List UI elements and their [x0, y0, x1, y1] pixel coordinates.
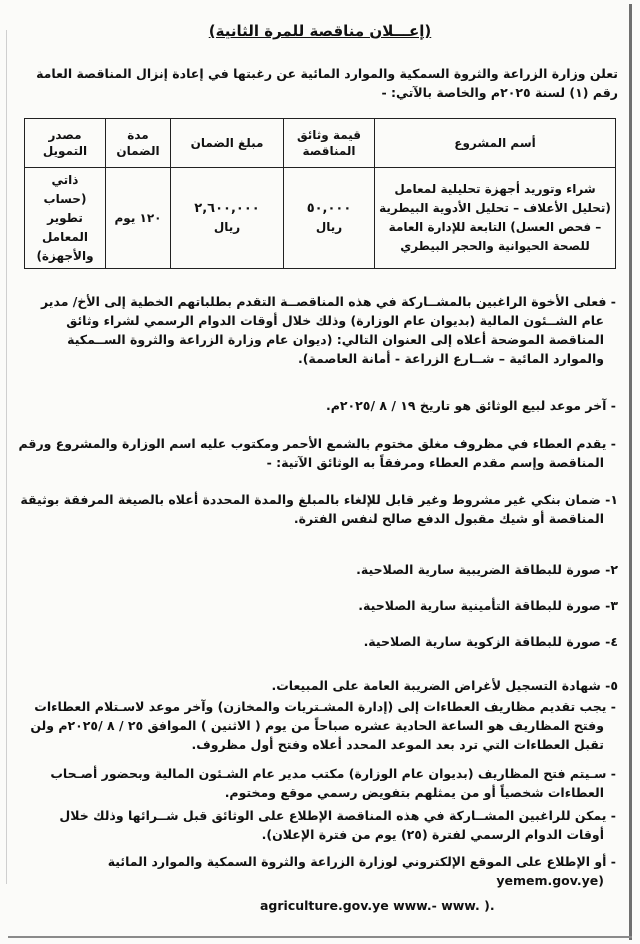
doc-value-unit: ريال [315, 220, 343, 234]
paragraph-document-review: - يمكن للراغبين المشــاركة في هذه المناقصة الإطلاع على الوثائق قبل شــرائها وذلك خلال أوقات الدوام الرسمي لفترة (٢٥) يوم من فترة الإعلان). [59, 808, 616, 842]
page-border-left [6, 30, 7, 884]
list-item-tax-card: ٢- صورة للبطاقة الضريبية سارية الصلاحية. [356, 562, 618, 577]
paragraph-envelope: - يقدم العطاء في مظروف مغلق مختوم بالشمع الأحمر ومكتوب عليه اسم الوزارة والمشروع ورقم المناقصة وإسم مقدم العطاء ومرفقاً به الوثائق الآتية: - [18, 436, 616, 470]
header-funding: مصدر التمويل [25, 119, 106, 168]
list-item-zakat-card: ٤- صورة للبطاقة الزكوية سارية الصلاحية. [363, 634, 618, 649]
intro-paragraph: تعلن وزارة الزراعة والثروة السمكية والموارد المائية عن رغبتها في إعادة إنزال المناقصة العامة رقم (١) لسنة ٢٠٢٥م والخاصة بالآتي: - [36, 66, 618, 100]
tender-table [24, 118, 616, 269]
cell-project: شراء وتوريد أجهزة تحليلية لمعامل (تحليل الأعلاف – تحليل الأدوية البيطرية – فحص العسل) التابعة للإدارة العامة للصحة الحيوانية والحجر البيطري [375, 168, 616, 269]
header-doc-value: قيمة وثائق المناقصة [284, 119, 375, 168]
website-urls: agriculture.gov.ye www.- www. ). [260, 898, 495, 913]
table-header-row [25, 119, 616, 168]
guarantee-amount: ٢,٦٠٠,٠٠٠ [194, 201, 260, 216]
cell-duration: ١٢٠ يوم [106, 168, 171, 269]
paragraph-bid-opening-deadline: - يجب تقديم مظاريف العطاءات إلى (إدارة المشـتريات والمخازن) وآخر موعد لاسـتلام العطاءات وفتح المظاريف هو الساعة الحادية عشره صباحاً من يوم ( الاثنين ) الموافق ٢٥ / ٨ /٢٠٢٥م ولن تقبل العطاءات التي ترد بعد الموعد المحدد أعلاه وفتح أول مظروف. [30, 699, 616, 752]
paragraph-deadline-docs: - آخر موعد لبيع الوثائق هو تاريخ ١٩ / ٨ /٢٠٢٥م. [325, 398, 616, 413]
paragraph-opening-attendance: - سـيتم فتح المظاريف (بديوان عام الوزارة) مكتب مدير عام الشـئون المالية وبحضور أصـحاب العطاءات شخصياً أو من يمثلهم بتفويض رسمي موقع ومختوم. [50, 766, 616, 800]
cell-guarantee [171, 168, 284, 269]
list-item-sales-tax-cert: ٥- شهادة التسجيل لأغراض الضريبة العامة على المبيعات. [271, 678, 618, 693]
announcement-title: (إعـــلان مناقصة للمرة الثانية) [208, 22, 432, 40]
guarantee-unit: ريال [213, 220, 241, 234]
header-guarantee: مبلغ الضمان [171, 119, 284, 168]
cell-funding: ذاتي (حساب تطوير المعامل والأجهزة) [25, 168, 106, 269]
paragraph-submission-request: - فعلى الأخوة الراغبين بالمشــاركة في هذه المناقصــة التقدم بطلباتهم الخطية إلى الأخ/ مدير عام الشــئون المالية (بديوان عام الوزارة) وذلك خلال أوقات الدوام الرسمي لشراء وثائق المناقصة الموضحة أعلاه إلى العنوان التالي: (ديوان عام وزارة الزراعة والثروة الســمكية والموارد المائية – شــارع الزراعة - أمانة العاصمة). [41, 294, 616, 366]
cell-doc-value [284, 168, 375, 269]
list-item-bank-guarantee: ١- ضمان بنكي غير مشروط وغير قابل للإلغاء بالمبلغ والمدة المحددة أعلاه بالصيغة المرفقة بوثيقة المناقصة أو شيك مقبول الدفع صالح لنفس الفترة. [20, 492, 618, 526]
page-border-bottom [8, 936, 632, 938]
doc-value-amount: ٥٠,٠٠٠ [306, 201, 352, 216]
page-border-right [629, 4, 632, 940]
table-row [25, 168, 616, 269]
paragraph-website: - أو الإطلاع على الموقع الإلكتروني لوزارة الزراعة والثروة السمكية والموارد المائية (yemem.gov.ye [107, 854, 616, 888]
header-project: أسم المشروع [375, 119, 616, 168]
list-item-insurance-card: ٣- صورة للبطاقة التأمينية سارية الصلاحية. [358, 598, 618, 613]
header-duration: مدة الضمان [106, 119, 171, 168]
